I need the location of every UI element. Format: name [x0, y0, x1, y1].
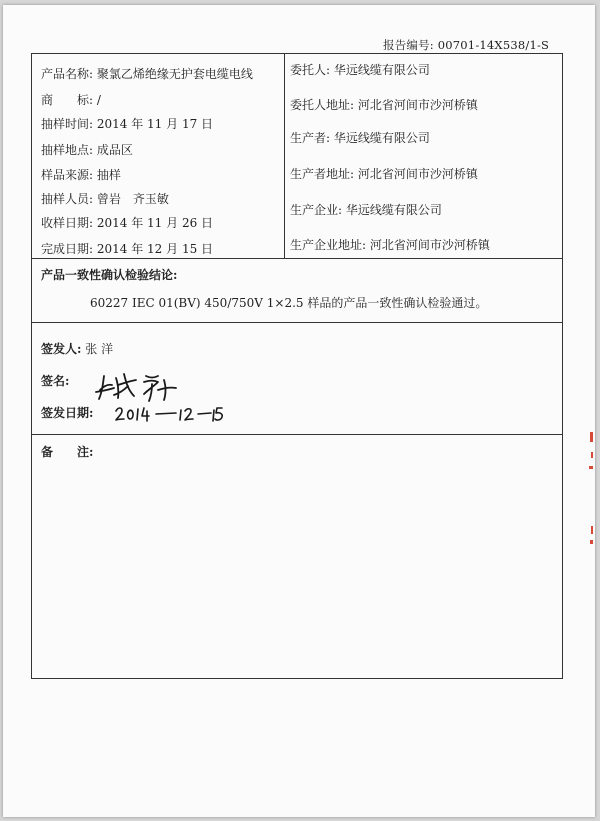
info-value: / — [96, 93, 101, 107]
info-value: 华远线缆有限公司 — [345, 203, 442, 217]
info-value: 河北省河间市沙河桥镇 — [357, 167, 478, 181]
signature-label: 签名: — [41, 374, 70, 388]
info-value: 聚氯乙烯绝缘无护套电缆电线 — [96, 67, 253, 81]
row-divider-issuer — [32, 434, 562, 435]
handwritten-signature — [94, 368, 194, 404]
info-value: 曾岩 齐玉敏 — [96, 192, 169, 206]
info-label: 产品名称: — [41, 67, 94, 81]
info-client-address — [290, 98, 478, 112]
info-label: 收样日期: — [41, 216, 94, 230]
info-label: 生产企业: — [290, 203, 343, 217]
info-label: 抽样时间: — [41, 117, 94, 131]
document-page — [3, 5, 595, 817]
info-value: 2014 年 11 月 17 日 — [96, 117, 214, 131]
issue-date-label: 签发日期: — [41, 406, 94, 420]
info-label: 完成日期: — [41, 242, 94, 256]
info-sample-source — [41, 168, 121, 182]
handwritten-date — [114, 401, 224, 427]
info-label: 生产者地址: — [290, 167, 355, 181]
info-value: 河北省河间市沙河桥镇 — [369, 238, 490, 252]
info-client — [290, 63, 430, 77]
info-value: 华远线缆有限公司 — [333, 131, 430, 145]
issuer-name: 张 洋 — [85, 342, 114, 356]
report-table — [31, 53, 563, 679]
info-sampling-staff — [41, 192, 169, 206]
issuer-label: 签发人: — [41, 342, 82, 356]
info-label: 商 标: — [41, 93, 94, 107]
info-producer — [290, 131, 430, 145]
info-producer-address — [290, 167, 478, 181]
info-label: 生产企业地址: — [290, 238, 367, 252]
info-receive-date — [41, 216, 213, 230]
column-divider — [284, 54, 285, 258]
info-value: 成品区 — [96, 143, 133, 157]
info-value: 抽样 — [96, 168, 121, 182]
conclusion-label: 产品一致性确认检验结论: — [41, 268, 178, 282]
info-complete-date — [41, 242, 213, 256]
report-number-label: 报告编号: — [383, 38, 434, 52]
info-label: 样品来源: — [41, 168, 94, 182]
info-manufacturer — [290, 203, 442, 217]
row-divider-info — [32, 258, 562, 259]
info-label: 生产者: — [290, 131, 331, 145]
info-label: 委托人: — [290, 63, 331, 77]
info-product-name — [41, 67, 253, 81]
remarks-label: 备 注: — [41, 445, 94, 459]
info-label: 委托人地址: — [290, 98, 355, 112]
info-value: 河北省河间市沙河桥镇 — [357, 98, 478, 112]
issuer-row — [41, 342, 113, 356]
report-number — [383, 37, 549, 53]
edge-stamp-marks — [587, 430, 595, 550]
info-trademark — [41, 93, 101, 107]
info-label: 抽样人员: — [41, 192, 94, 206]
info-sampling-place — [41, 143, 133, 157]
report-number-value: 00701-14X538/1-S — [437, 38, 550, 52]
info-sampling-time — [41, 117, 213, 131]
info-manufacturer-address — [290, 238, 490, 252]
info-value: 2014 年 11 月 26 日 — [96, 216, 214, 230]
conclusion-text: 60227 IEC 01(BV) 450/750V 1×2.5 样品的产品一致性确认检验通过。 — [90, 296, 488, 310]
row-divider-conclusion — [32, 322, 562, 323]
info-value: 2014 年 12 月 15 日 — [96, 242, 214, 256]
info-value: 华远线缆有限公司 — [333, 63, 430, 77]
info-label: 抽样地点: — [41, 143, 94, 157]
